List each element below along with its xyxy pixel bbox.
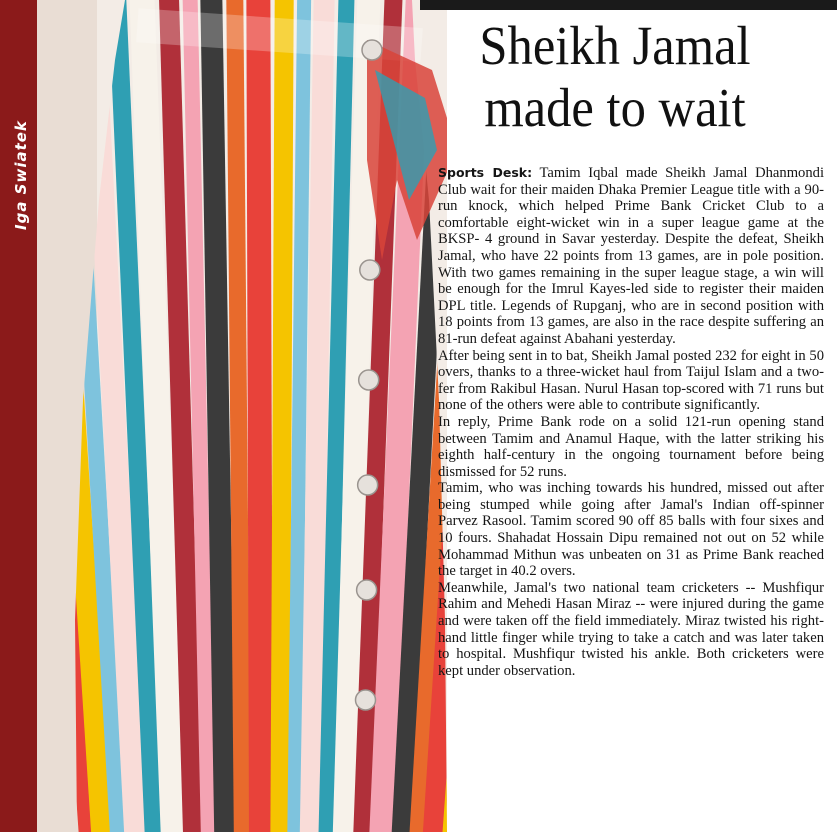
- article-paragraph: After being sent in to bat, Sheikh Jamal posted 232 for eight in 50 overs, thanks to a three-wicket haul from Taijul Islam and a two-fer from Rakibul Hasan. Nurul Hasan top-scored with 71 runs but none of the others were able to contribute significantly.: [438, 347, 824, 414]
- striped-dress-photo: [37, 0, 447, 832]
- dress-button: [362, 40, 382, 60]
- dress-button: [356, 690, 376, 710]
- headline-line-2: made to wait: [484, 77, 746, 138]
- article-paragraph: Sports Desk: Tamim Iqbal made Sheikh Jamal Dhanmondi Club wait for their maiden Dhaka Premier League title with a 90-run knock, which helped Prime Bank Cricket Club to a comfortable eight-wicket win in a super league game at the BKSP- 4 ground in Savar yesterday. Despite the defeat, Sheikh Jamal, who have 22 points from 13 games, are in pole position. With two games remaining in the super league stage, a win will be enough for the Imrul Kayes-led side to register their maiden DPL title. Legends of Rupganj, who are in second position with 18 points from 13 games, are also in the race despite suffering an 81-run defeat against Abahani yesterday.: [438, 165, 824, 347]
- header-rule: [420, 0, 837, 10]
- article-paragraph: In reply, Prime Bank rode on a solid 121-run opening stand between Tamim and Anamul Haque, with the latter striking his eighth half-century in the ongoing tournament before being dismissed for 52 runs.: [438, 413, 824, 480]
- dress-button: [357, 580, 377, 600]
- article-paragraph: Meanwhile, Jamal's two national team cricketers -- Mushfiqur Rahim and Mehedi Hasan Miraz -- were injured during the game and were taken off the field immediately. Miraz twisted his right-hand little finger while trying to take a catch and was later taken to hospital. Mushfiqur twisted his ankle. Both cricketers were kept under observation.: [438, 579, 824, 679]
- dress-button: [360, 260, 380, 280]
- dress-button: [358, 475, 378, 495]
- headline-line-1: Sheikh Jamal: [479, 15, 751, 76]
- article-body: [438, 165, 824, 679]
- article-dateline: Sports Desk:: [438, 165, 533, 180]
- dress-stripe: [246, 0, 273, 832]
- dress-button: [359, 370, 379, 390]
- photo-byline: Iga Swiatek: [12, 120, 30, 230]
- article-headline: [422, 15, 808, 139]
- article-paragraph: Tamim, who was inching towards his hundred, missed out after being stumped while going after Jamal's Indian off-spinner Parvez Rasool. Tamim scored 90 off 85 balls with four sixes and 10 fours. Shahadat Hossain Dipu remained not out on 52 while Mohammad Mithun was unbeaten on 31 as Prime Bank reached the target in 40.2 overs.: [438, 480, 824, 580]
